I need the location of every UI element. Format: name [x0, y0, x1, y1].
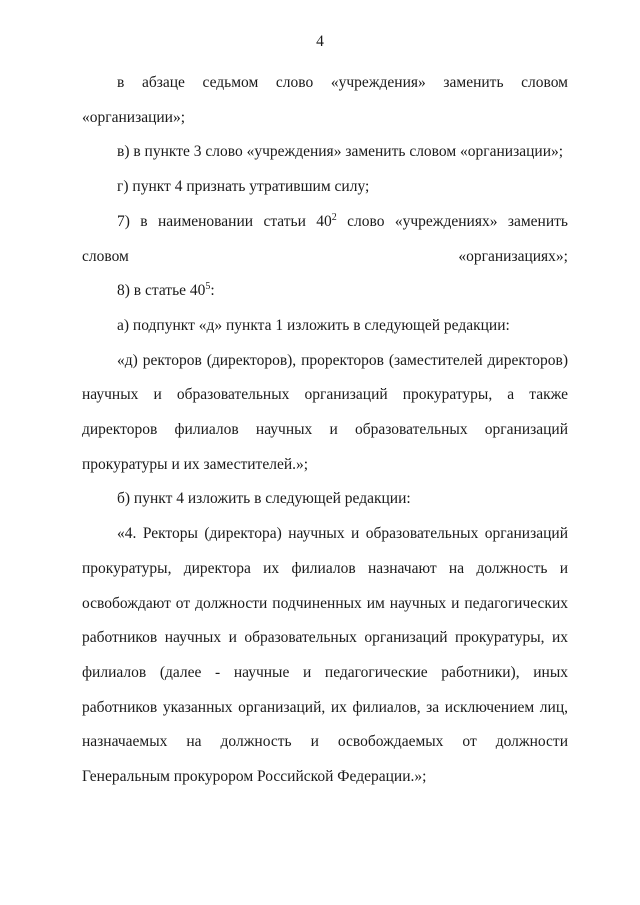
paragraph-subitem-a: а) подпункт «д» пункта 1 изложить в следующей редакции: [117, 316, 510, 334]
paragraph-subitem-g: г) пункт 4 признать утратившим силу; [117, 178, 370, 196]
paragraph-item-7 [82, 205, 568, 274]
item-7-text-before: 7) в наименовании статьи 40 [117, 212, 332, 230]
item-8-superscript: 5 [205, 281, 211, 293]
paragraph-subitem-b: б) пункт 4 изложить в следующей редакции: [117, 490, 411, 508]
document-body [82, 66, 568, 795]
item-7-text-after: слово «учреждениях» заменить словом «организациях»; [82, 212, 568, 265]
item-8-text-before: 8) в статье 40 [117, 282, 206, 300]
paragraph-quoted-item-4: «4. Ректоры (директора) научных и образовательных организаций прокуратуры, директора их филиалов назначают на должность и освобождают от должности подчиненных им научных и педагогических работников научных и образовательных организаций прокуратуры, их филиалов (далее - научные и педагогические работники), иных работников указанных организаций, их филиалов, за исключением лиц, назначаемых на должность и освобождаемых от должности Генеральным прокурором Российской Федерации.»; [82, 525, 568, 786]
item-8-text-after: : [210, 282, 215, 300]
paragraph-organization-replacement: в абзаце седьмом слово «учреждения» заменить словом «организации»; [82, 74, 568, 126]
paragraph-quoted-subitem-d: «д) ректоров (директоров), проректоров (заместителей директоров) научных и образовательных организаций прокуратуры, а также директоров филиалов научных и образовательных организаций прокуратуры и их заместителей.»; [82, 351, 568, 473]
page-number: 4 [316, 33, 324, 50]
paragraph-item-8 [82, 274, 568, 309]
paragraph-subitem-v: в) в пункте 3 слово «учреждения» заменить словом «организации»; [117, 143, 564, 161]
item-7-superscript: 2 [331, 211, 337, 223]
